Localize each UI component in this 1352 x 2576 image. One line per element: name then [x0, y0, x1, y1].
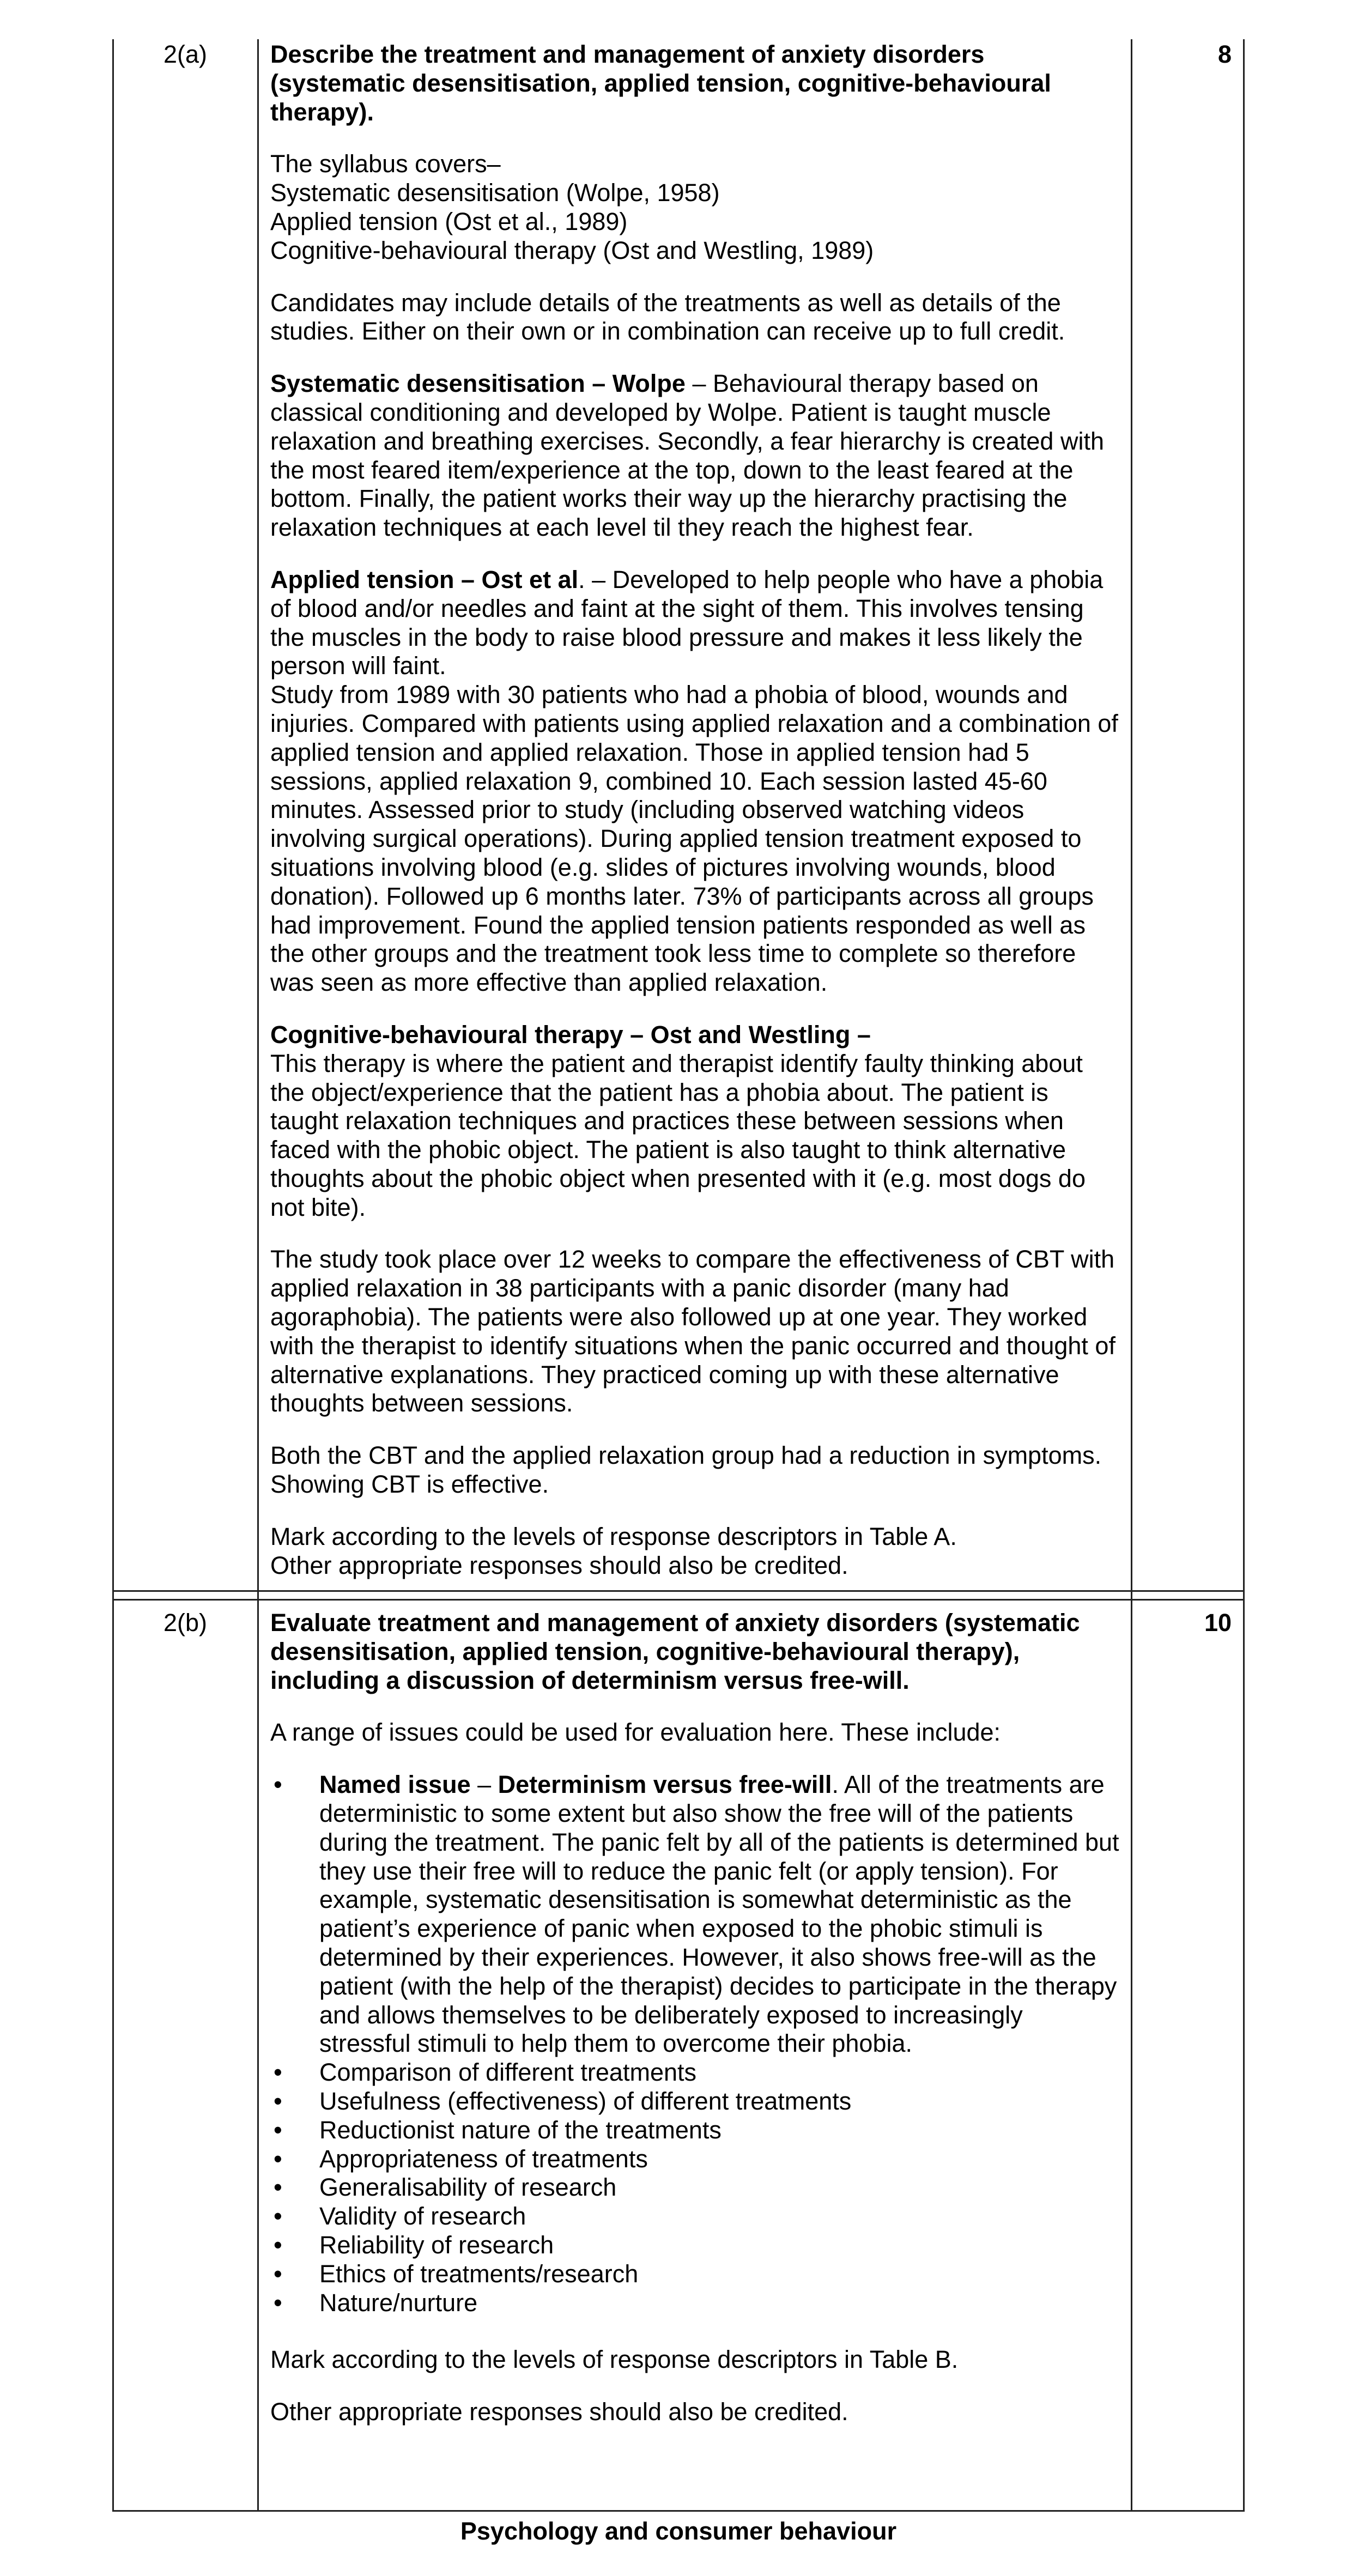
answer-cell-2b [270, 1609, 1120, 2427]
evaluation-issues-list [270, 1771, 1120, 2317]
list-item: • Generalisability of research [270, 2173, 1120, 2202]
applied-tension-paragraph [270, 566, 1120, 681]
cbt-text: This therapy is where the patient and therapist identify faulty thinking about the object/experience that the patient has a phobia about. The patient is taught relaxation techniques and practices these between sessions when faced with the phobic object. The patient is also taught to think alternative thoughts about the phobic object when presented with it (e.g. most dogs do not bite). [270, 1049, 1086, 1221]
question-number-2a: 2(a) [163, 40, 208, 68]
applied-tension-study: Study from 1989 with 30 patients who had a phobia of blood, wounds and injuries. Compared with patients using applied relaxation and a combination of applied tension and applied relaxation. Those in applied tension had 5 sessions, applied relaxation 9, combined 10. Each session lasted 45-60 minutes. Assessed prior to study (including observed watching videos involving surgical operations). During applied tension treatment exposed to situations involving blood (e.g. slides of pictures involving wounds, blood donation). Followed up 6 months later. 73% of participants across all groups had improvement. Found the applied tension patients responded as well as the other groups and the treatment took less time to complete so therefore was seen as more effective than applied relaxation. [270, 681, 1118, 997]
row-separator-bottom [112, 1599, 1245, 1601]
list-item: • Appropriateness of treatments [270, 2145, 1120, 2174]
question-number-2b: 2(b) [163, 1609, 208, 1636]
syllabus-line: The syllabus covers– [270, 150, 501, 178]
table-border-left [112, 39, 114, 2511]
applied-tension-heading: Applied tension – Ost et al [270, 565, 579, 593]
list-item: • Nature/nurture [270, 2289, 1120, 2318]
systematic-desensitisation-paragraph [270, 369, 1120, 542]
named-issue-title: Determinism versus free-will [498, 1771, 832, 1799]
list-item [270, 1771, 1120, 2058]
results-paragraph: Both the CBT and the applied relaxation group had a reduction in symptoms. Showing CBT is effective. [270, 1441, 1102, 1499]
marking-line: Other appropriate responses should also be credited. [270, 1551, 848, 1579]
marking-line: Mark according to the levels of response descriptors in Table A. [270, 1522, 957, 1550]
list-item: • Ethics of treatments/research [270, 2260, 1120, 2289]
syllabus-line: Systematic desensitisation (Wolpe, 1958) [270, 179, 720, 207]
row-separator-top [112, 1590, 1245, 1592]
question-marks-2b: 10 [1204, 1609, 1232, 1636]
syllabus-line: Cognitive-behavioural therapy (Ost and Westling, 1989) [270, 236, 874, 264]
table-divider-question [257, 39, 259, 2511]
marking-instruction [270, 1523, 1120, 1580]
other-responses-note: Other appropriate responses should also be credited. [270, 2398, 848, 2426]
systematic-desensitisation-text: – Behavioural therapy based on classical conditioning and developed by Wolpe. Patient is taught muscle relaxation and breathing exercises. Secondly, a fear hierarchy is created with the most feared item/experience at the top, down to the least feared at the bottom. Finally, the patient works their way up the hierarchy practising the relaxation techniques at each level til they reach the highest fear. [270, 369, 1104, 542]
list-item: • Validity of research [270, 2202, 1120, 2231]
named-issue-text: . All of the treatments are deterministic to some extent but also show the free will of the patients during the treatment. The panic felt by all of the patients is determined but they use their free will to reduce the panic felt (or apply tension). For example, systematic desensitisation is somewhat deterministic as the patient’s experience of panic when exposed to the phobic stimuli is determined by their experiences. However, it also shows free-will as the patient (with the help of the therapist) decides to participate in the therapy and allows themselves to be deliberately exposed to increasingly stressful stimuli to help them to overcome their phobia. [319, 1771, 1119, 2058]
list-item: • Usefulness (effectiveness) of different treatments [270, 2087, 1120, 2116]
cbt-study-paragraph: The study took place over 12 weeks to compare the effectiveness of CBT with applied relaxation in 38 participants with a panic disorder (many had agoraphobia). The patients were also followed up at one year. They worked with the therapist to identify situations when the panic occurred and thought of alternative explanations. They practiced coming up with these alternative thoughts between sessions. [270, 1245, 1115, 1417]
named-issue-label: Named issue [319, 1771, 471, 1799]
table-border-bottom [112, 2510, 1245, 2512]
page-footer: Psychology and consumer behaviour [460, 2517, 897, 2545]
list-item: • Reductionist nature of the treatments [270, 2116, 1120, 2145]
answer-cell-2a [270, 40, 1120, 1580]
list-item: • Reliability of research [270, 2231, 1120, 2260]
systematic-desensitisation-heading: Systematic desensitisation – Wolpe [270, 369, 686, 398]
question-heading-2a: Describe the treatment and management of anxiety disorders (systematic desensitisation, applied tension, cognitive-behavioural therapy). [270, 40, 1051, 126]
syllabus-block [270, 150, 1120, 265]
evaluation-intro: A range of issues could be used for evaluation here. These include: [270, 1718, 1001, 1747]
cbt-paragraph [270, 1021, 1120, 1222]
table-border-right [1243, 39, 1245, 2511]
table-divider-marks [1131, 39, 1132, 2511]
question-marks-2a: 8 [1217, 40, 1232, 68]
marking-instruction-2b: Mark according to the levels of response descriptors in Table B. [270, 2345, 959, 2374]
applied-tension-text: . – Developed to help people who have a phobia of blood and/or needles and faint at the sight of them. This involves tensing the muscles in the body to raise blood pressure and makes it less likely the person will faint. [270, 565, 1104, 680]
candidates-note: Candidates may include details of the treatments as well as details of the studies. Either on their own or in combination can receive up to full credit. [270, 288, 1065, 346]
named-issue-dash: – [470, 1771, 498, 1799]
cbt-heading: Cognitive-behavioural therapy – Ost and Westling – [270, 1020, 871, 1048]
list-item: • Comparison of different treatments [270, 2058, 1120, 2087]
question-heading-2b: Evaluate treatment and management of anxiety disorders (systematic desensitisation, applied tension, cognitive-behavioural therapy), including a discussion of determinism versus free-will. [270, 1609, 1080, 1694]
syllabus-line: Applied tension (Ost et al., 1989) [270, 207, 628, 235]
